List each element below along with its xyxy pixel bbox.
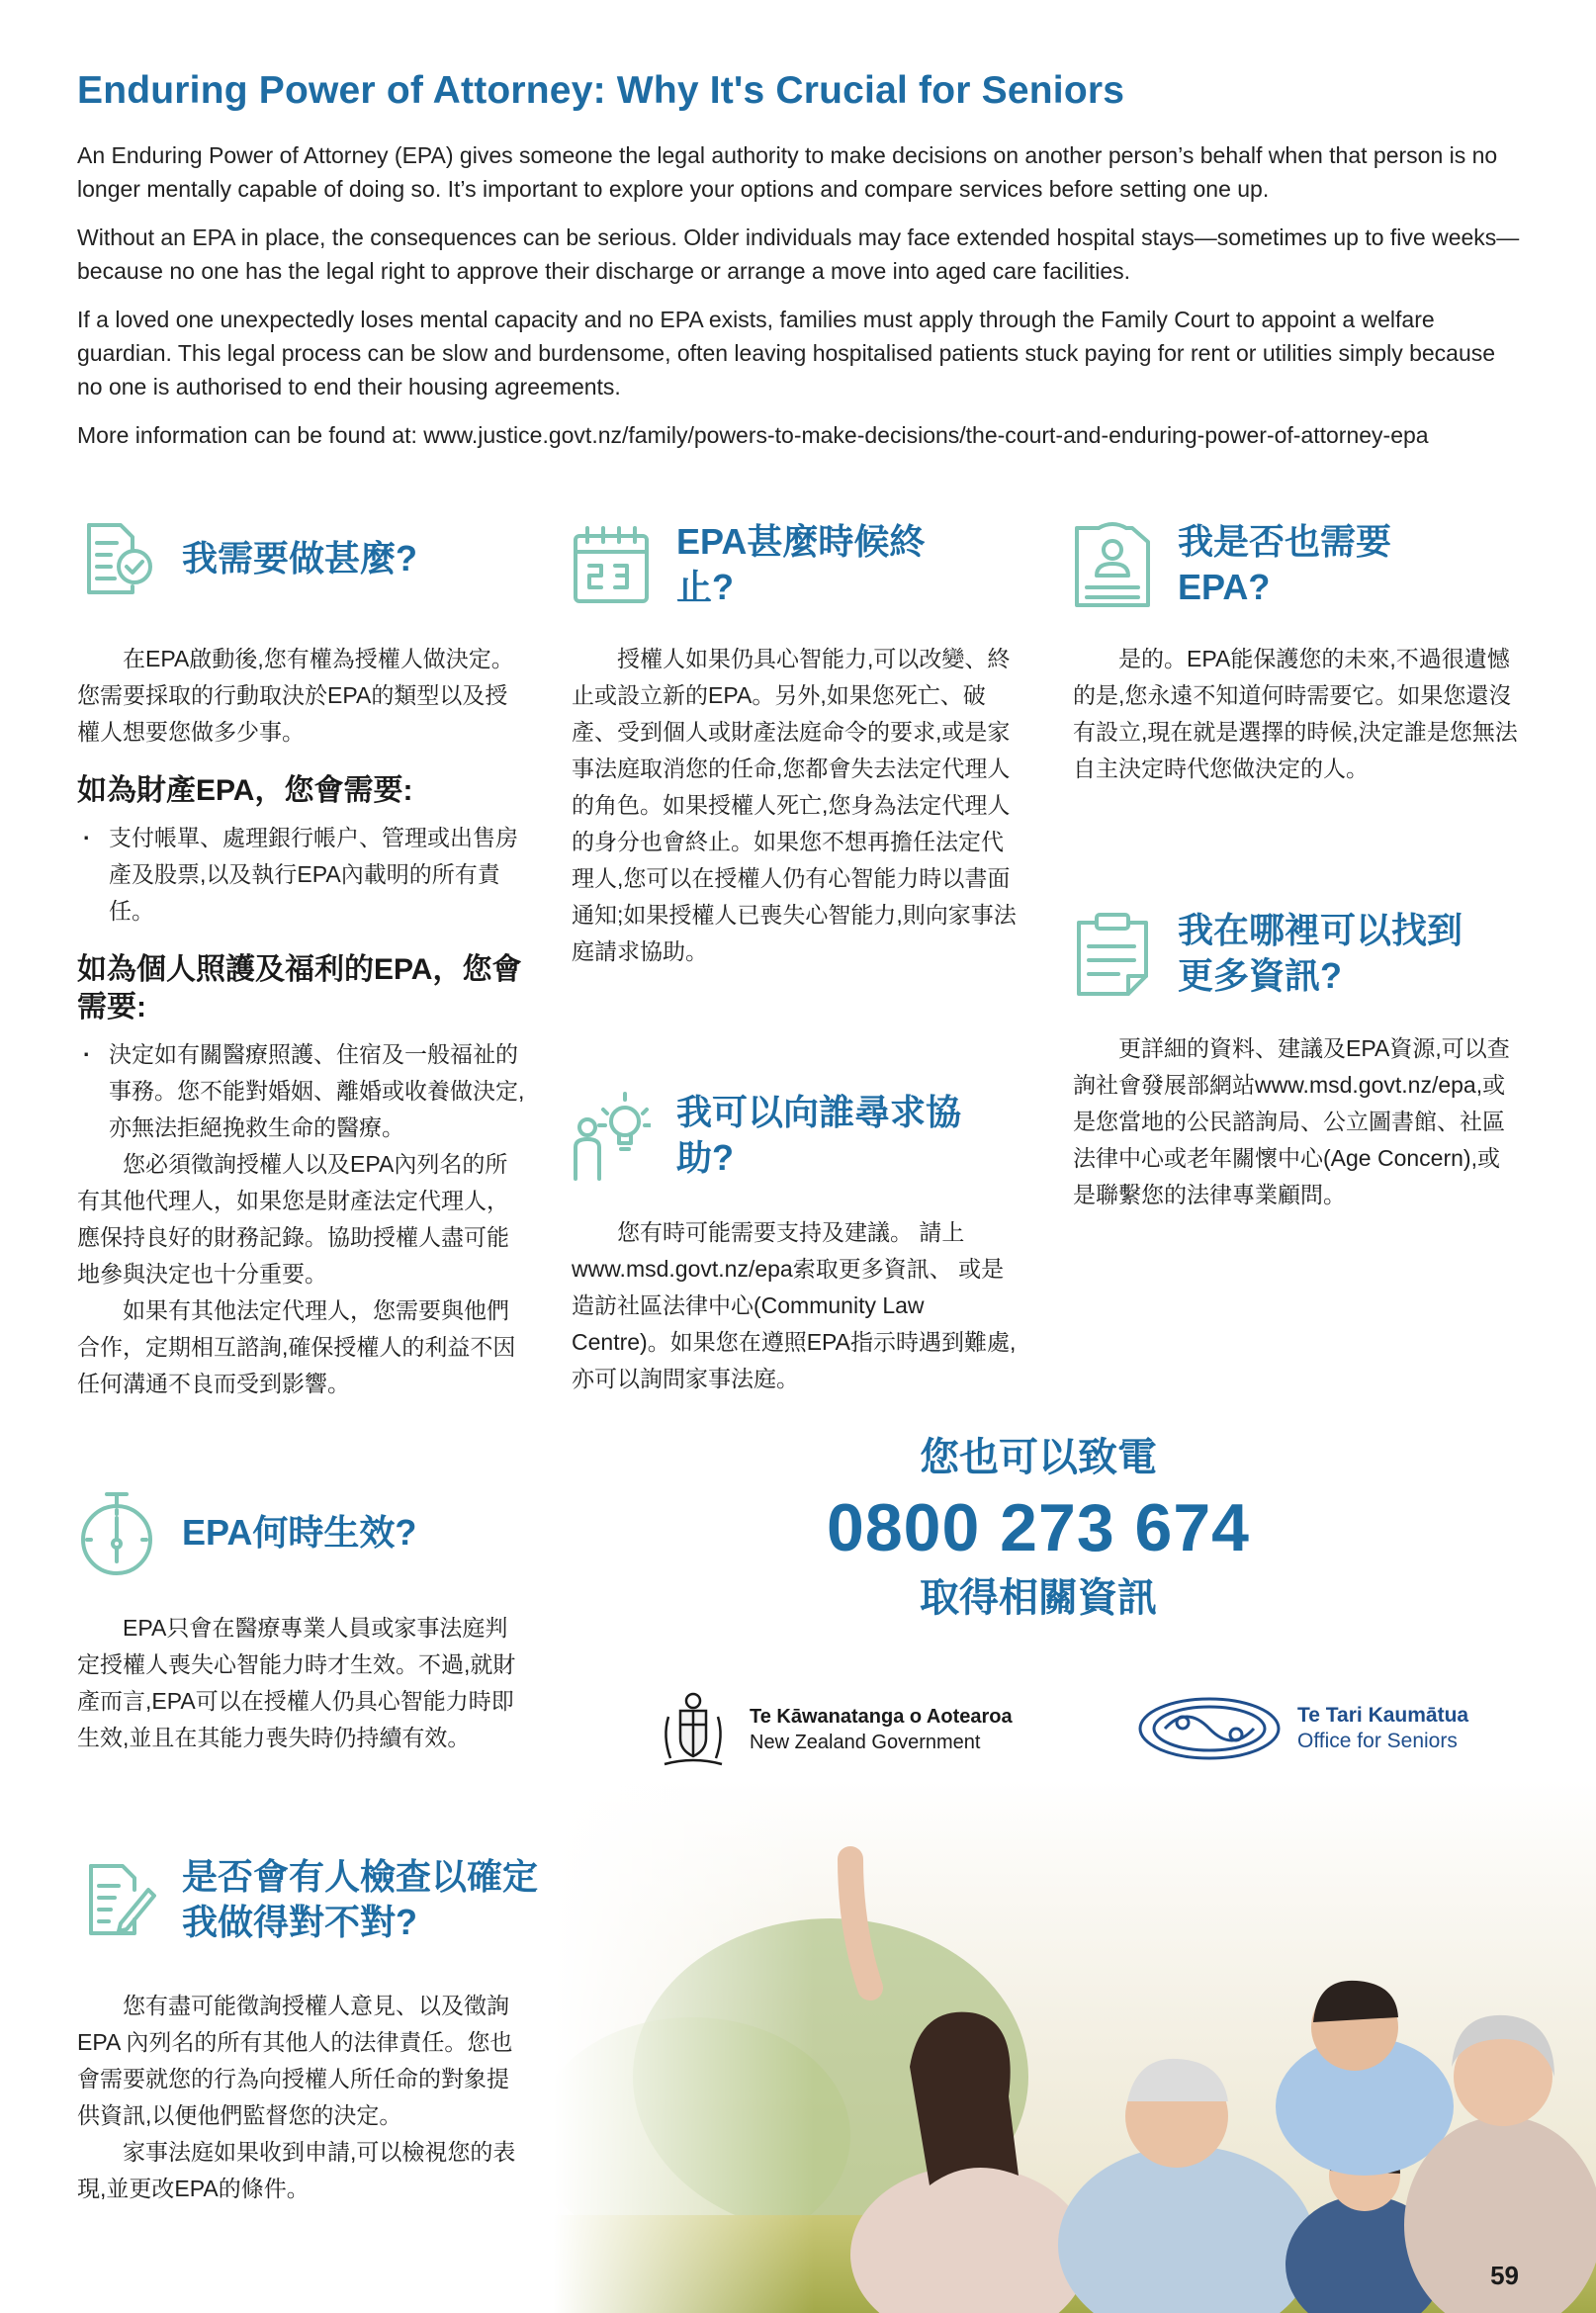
- paragraph: 您有盡可能徵詢授權人意見、以及徵詢EPA 內列名的所有其他人的法律責任。您也會需要就您的行為向授權人所任命的對象提供資訊,以便他們監督您的決定。: [77, 1993, 513, 2128]
- page-number: 59: [1490, 2261, 1519, 2290]
- stopwatch-icon: [77, 1488, 156, 1577]
- paragraph: 在EPA啟動後,您有權為授權人做決定。您需要採取的行動取決於EPA的類型以及授權人想要您做多少事。: [77, 646, 514, 745]
- section-when-effective-body: [77, 1610, 527, 1756]
- paragraph: 您有時可能需要支持及建議。 請上www.msd.govt.nz/epa索取更多資訊、 或是造訪社區法律中心(Community Law Centre)。如果您在遵照EPA指示時遇到難處,亦可以詢問家事法庭。: [572, 1219, 1017, 1391]
- paragraph: 授權人如果仍具心智能力,可以改變、終止或設立新的EPA。另外,如果您死亡、破產、受到個人或財產法庭命令的要求,或是家事法庭取消您的任命,您都會失去法定代理人的角色。如果授權人死亡,您身為法定代理人的身分也會終止。如果您不想再擔任法定代理人,您可以在授權人仍有心智能力時以書面通知;如果授權人已喪失心智能力,則向家事法庭請求協助。: [572, 646, 1017, 964]
- checklist-icon: [77, 519, 156, 598]
- ofs-maori-name: Te Tari Kaumātua: [1297, 1704, 1469, 1727]
- coat-of-arms-icon: [651, 1687, 736, 1772]
- govt-english-name: New Zealand Government: [750, 1732, 981, 1753]
- profile-document-icon: [1073, 520, 1152, 609]
- paragraph: 更詳細的資料、建議及EPA資源,可以查詢社會發展部網站www.msd.govt.nz/epa,或是您當地的公民諮詢局、公立圖書館、社區法律中心或老年關懷中心(Age Concern),或是聯繫您的法律專業顧問。: [1073, 1035, 1510, 1207]
- seniors-emblem-icon: [1135, 1693, 1284, 1764]
- paragraph: 如果有其他法定代理人，您需要與他們合作，定期相互諮詢,確保授權人的利益不因任何溝通不良而受到影響。: [77, 1297, 516, 1396]
- subheading-property-epa: 如為財產EPA，您會需要:: [77, 774, 413, 807]
- section-need-epa-header: [1073, 519, 1528, 610]
- section-when-ends-body: [572, 641, 1019, 970]
- subheading-care-epa: 如為個人照護及福利的EPA，您會需要:: [77, 953, 522, 1023]
- calendar-icon: [572, 522, 651, 607]
- person-lightbulb-icon: [572, 1088, 651, 1183]
- section-who-help-body: [572, 1214, 1019, 1397]
- bullet-item: · 支付帳單、處理銀行帳户、管理或出售房產及股票,以及執行EPA內載明的所有責任。: [77, 820, 527, 930]
- ofs-english-name: Office for Seniors: [1297, 1730, 1458, 1752]
- nz-government-logo: [651, 1687, 1013, 1772]
- family-selfie-photo: [554, 1780, 1596, 2313]
- section-more-info-header: [1073, 908, 1528, 999]
- section-need-epa-body: [1073, 641, 1520, 787]
- callout-line-1: 您也可以致電: [920, 1436, 1157, 1479]
- paragraph: EPA只會在醫療專業人員或家事法庭判定授權人喪失心智能力時才生效。不過,就財產而言,EPA可以在授權人仍具心智能力時即生效,並且在其能力喪失時仍持續有效。: [77, 1615, 516, 1750]
- intro-paragraph: An Enduring Power of Attorney (EPA) gives someone the legal authority to make decisions on another person’s behalf when that person is no longer mentally capable of doing so. It’s important to explore your options and compare services before setting one up.: [77, 142, 1498, 202]
- intro-more-info-link[interactable]: More information can be found at: www.justice.govt.nz/family/powers-to-make-decisions/the-court-and-enduring-power-of-attorney-epa: [77, 422, 1429, 448]
- phone-callout: [771, 1429, 1305, 1627]
- intro-paragraph: If a loved one unexpectedly loses mental capacity and no EPA exists, families must apply through the Family Court to appoint a welfare guardian. This legal process can be slow and burdensome, often leaving hospitalised patients stuck paying for rent or utilities simply because no one is authorised to end their housing agreements.: [77, 307, 1496, 400]
- callout-line-2: 取得相關資訊: [920, 1576, 1157, 1620]
- page-title: Enduring Power of Attorney: Why It's Crucial for Seniors: [77, 69, 1125, 112]
- office-for-seniors-logo: [1135, 1693, 1468, 1764]
- section-what-to-do-body: [77, 641, 527, 1402]
- paragraph: 您必須徵詢授權人以及EPA內列名的所有其他代理人，如果您是財產法定代理人，應保持良好的財務記錄。協助授權人盡可能地參與決定也十分重要。: [77, 1151, 509, 1287]
- paragraph: 是的。EPA能保護您的未來,不過很遺憾的是,您永遠不知道何時需要它。如果您還沒有設立,現在就是選擇的時候,決定誰是您無法自主決定時代您做決定的人。: [1073, 646, 1518, 781]
- section-more-info-body: [1073, 1030, 1520, 1213]
- section-title: EPA甚麼時候終止?: [676, 521, 926, 607]
- section-who-help-header: [572, 1088, 1026, 1183]
- section-when-ends-header: [572, 519, 1026, 610]
- section-what-to-do-header: [77, 519, 542, 598]
- intro: [77, 138, 1521, 467]
- document-pen-icon: [77, 1860, 156, 1939]
- bullet-item: · 決定如有關醫療照護、住宿及一般福祉的事務。您不能對婚姻、離婚或收養做決定,亦無法拒絕挽救生命的醫療。: [77, 1036, 527, 1146]
- phone-number[interactable]: 0800 273 674: [827, 1490, 1250, 1565]
- section-title: EPA何時生效?: [182, 1512, 417, 1553]
- section-title: 我需要做甚麼?: [182, 538, 417, 578]
- section-oversight-header: [77, 1854, 572, 1945]
- section-title: 是否會有人檢查以確定我做得對不對?: [182, 1856, 539, 1942]
- section-when-effective-header: [77, 1488, 542, 1577]
- section-title: 我可以向誰尋求協助?: [676, 1092, 962, 1178]
- section-title: 我在哪裡可以找到更多資訊?: [1178, 910, 1463, 996]
- govt-maori-name: Te Kāwanatanga o Aotearoa: [750, 1706, 1013, 1728]
- section-oversight-body: [77, 1988, 527, 2207]
- paragraph: 家事法庭如果收到申請,可以檢視您的表現,並更改EPA的條件。: [77, 2139, 516, 2201]
- section-title: 我是否也需要EPA?: [1178, 521, 1392, 607]
- clipboard-icon: [1073, 909, 1152, 998]
- intro-paragraph: Without an EPA in place, the consequences can be serious. Older individuals may face extended hospital stays—sometimes up to five weeks—because no one has the legal right to approve their discharge or arrange a move into aged care facilities.: [77, 224, 1520, 284]
